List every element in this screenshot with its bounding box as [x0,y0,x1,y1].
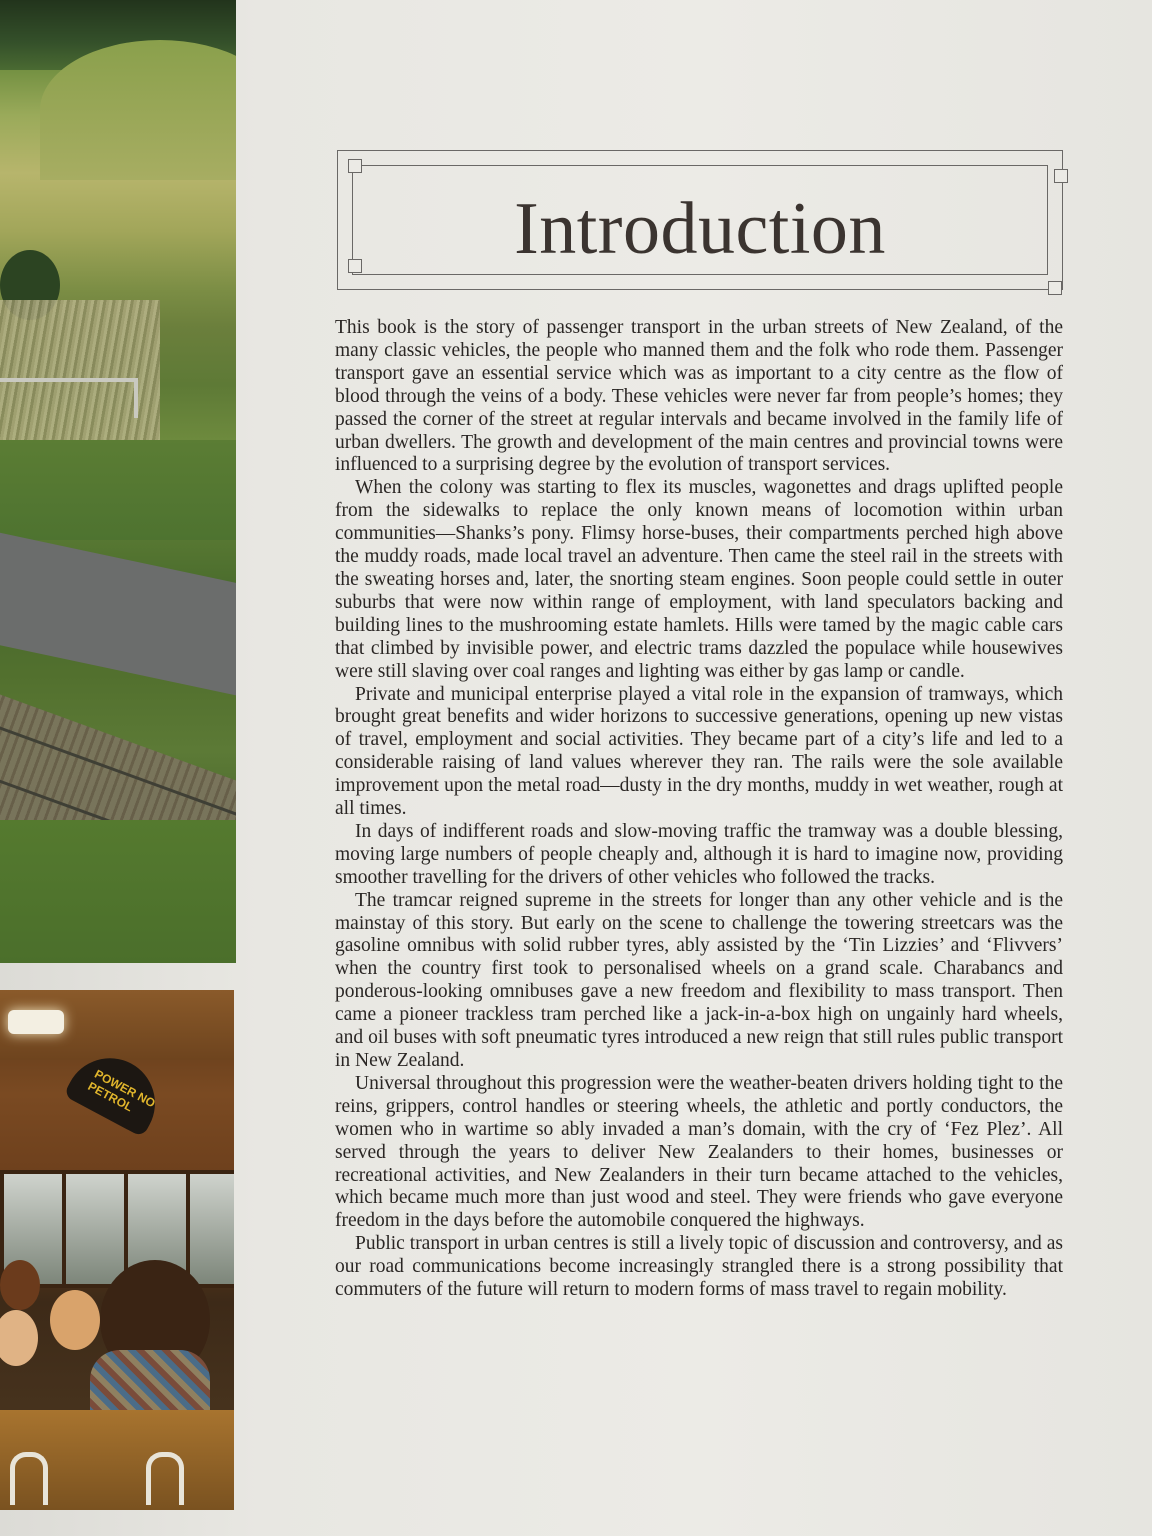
passenger-child [50,1290,100,1350]
ceiling-lamp [8,1010,64,1034]
lawn [0,440,236,540]
paragraph: In days of indifferent roads and slow-moving traffic the tramway was a double blessing, moving large numbers of people cheaply and, although it is hard to imagine now, providing smoother travelling for the drivers of other vehicles who followed the tracks. [335,820,1063,888]
paragraph: Private and municipal enterprise played a vital role in the expansion of tramways, which brought great benefits and wider horizons to successive generations, opening up new vistas of travel, employment and social activities. They became part of a city’s life and led to a considerable raising of land values wherever they ran. The rails were the sole available improvement upon the metal road—dusty in the dry months, muddy in wet weather, rough at all times. [335,683,1063,820]
paragraph: The tramcar reigned supreme in the streets for longer than any other vehicle and is the mainstay of this story. But early on the scene to challenge the towering streetcars was the gasoline omnibus with solid rubber tyres, ably assisted by the ‘Tin Lizzies’ and ‘Flivvers’ when the country first took to personalised wheels on a grand scale. Charabancs and ponderous-looking omnibuses gave a new freedom and flexibility to mass transport. Then came a pioneer trackless tram perched like a jack-in-a-box high on ungainly hard wheels, and oil buses with soft pneumatic tyres introduced a new reign that still rules public transport in New Zealand. [335,889,1063,1071]
frame-corner-ornament [348,159,362,173]
tram-sign-text: POWER NO PETROL [85,1066,158,1115]
paragraph: Public transport in urban centres is still a lively topic of discussion and controversy, and as our road communications become increasingly strangled there is a strong possibility that commuters of the future will return to modern forms of mass travel to regain mobility. [335,1233,1063,1301]
paragraph: This book is the story of passenger transport in the urban streets of New Zealand, of the many classic vehicles, the people who manned them and the folk who rode them. Passenger transport gave an essential service which was as important to a city centre as the flow of blood through the veins of a body. These vehicles were never far from people’s homes; they passed the corner of the street at regular intervals and became involved in the family life of urban dwellers. The growth and development of the main centres and provincial towns were influenced to a surprising degree by the evolution of transport services. [335,317,1063,476]
grab-handle [10,1452,48,1505]
landscape-photo [0,0,236,963]
tram-window [186,1170,234,1288]
road [0,520,236,698]
grab-handle [146,1452,184,1505]
tram-interior-photo [0,990,234,1510]
lawn-lower [0,820,236,963]
title-frame [337,150,1063,290]
passenger [0,1260,40,1310]
frame-corner-ornament [1048,281,1062,295]
page-title: Introduction [514,188,886,270]
passenger-child [0,1310,38,1366]
body-text [335,317,1063,1302]
frame-corner-ornament [1054,169,1068,183]
tram-window [62,1170,128,1288]
paragraph: When the colony was starting to flex its muscles, wagonettes and drags uplifted people from the sidewalks to replace the only known means of locomotion within urban communities—Shanks’s pony. Flimsy horse-buses, their compartments perched high above the muddy roads, made local travel an adventure. Then came the steel rail in the streets with the sweating horses and, later, the snorting steam engines. Soon people could settle in outer suburbs that were now within range of employment, with land speculators backing and building lines to the mushrooming estate hamlets. Hills were tamed by the magic cable cars that climbed by invisible power, and electric trams dazzled the populace while housewives were still slaving over coal ranges and lighting was either by gas lamp or candle. [335,477,1063,682]
handrail-post [134,378,138,418]
handrail [0,378,138,382]
paragraph: Universal throughout this progression were the weather-beaten drivers holding tight to the reins, grippers, control handles or steering wheels, the athletic and portly conductors, the women who in wartime so ably invaded a man’s domain, with the cry of ‘Fez Plez’. All served through the years to deliver New Zealanders to their homes, businesses or recreational activities, and New Zealanders in their turn became attached to the vehicles, which became much more than just wood and steel. They were friends who gave everyone freedom in the days before the automobile conquered the highways. [335,1072,1063,1232]
